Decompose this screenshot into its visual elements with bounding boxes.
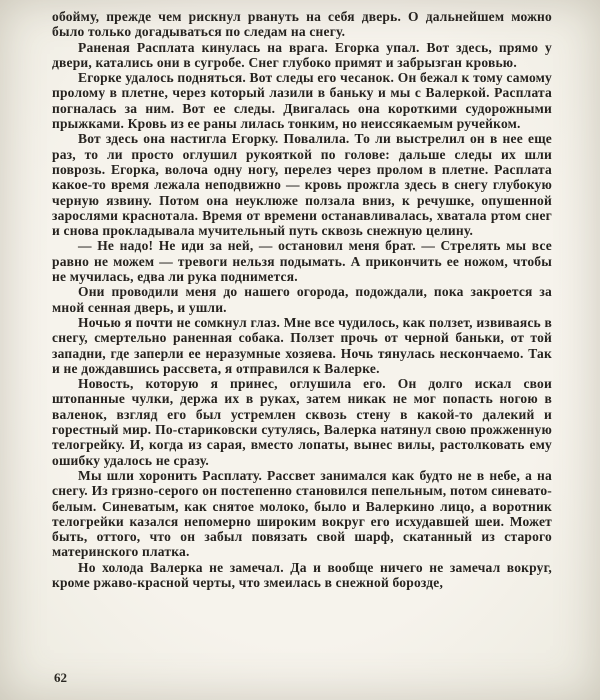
paragraph: Раненая Расплата кинулась на врага. Егорка упал. Вот здесь, прямо у двери, катались они в сугробе. Снег глубоко примят и забрызган кровью.	[52, 39, 552, 70]
paragraph-dialog: — Не надо! Не иди за ней, — остановил меня брат. — Стрелять мы все равно не можем — тревоги нельзя подымать. А прикончить ее ножом, чтобы не мучилась, едва ли рука поднимется.	[52, 238, 552, 285]
paragraph: Вот здесь она настигла Егорку. Повалила. То ли выстрелил он в нее еще раз, то ли просто оглушил рукояткой по голове: дальше следы их шли поврозь. Егорка, волоча одну ногу, перелез через пролом в плетне. Расплата какое-то время лежала неподвижно — кровь прожгла здесь в снегу глубокую черную язвину. Потом она неуклюже ползала вниз, к речушке, опушенной зарослями краснотала. Время от времени останавливалась, хватала ртом снег и снова прокладывала мучительный путь сквозь снежную целину.	[52, 131, 552, 239]
page-number: 62	[54, 670, 67, 685]
page-text	[52, 9, 552, 590]
paragraph: Но холода Валерка не замечал. Да и вообще ничего не замечал вокруг, кроме ржаво-красной черты, что змеилась в снежной борозде,	[52, 559, 552, 590]
paragraph: Ночью я почти не сомкнул глаз. Мне все чудилось, как ползет, извиваясь в снегу, смертельно раненная собака. Ползет прочь от черной баньки, от той западни, где заперли ее неразумные хозяева. Ночь тянулась нескончаемо. Так и не дождавшись рассвета, я отправился к Валерке.	[52, 314, 552, 376]
paragraph-continuation: обойму, прежде чем рискнул рвануть на себя дверь. О дальнейшем можно было только догадываться по следам на снегу.	[52, 9, 552, 40]
paragraph: Они проводили меня до нашего огорода, подождали, пока закроется за мной сенная дверь, и ушли.	[52, 284, 552, 315]
paragraph: Новость, которую я принес, оглушила его. Он долго искал свои штопанные чулки, держа их в руках, затем никак не мог попасть ногою в валенок, взгляд его был устремлен сквозь стену в какой-то далекий и горестный мир. По-стариковски сутулясь, Валерка натянул свою прожженную телогрейку. И, когда из сарая, вместо лопаты, вынес вилы, растолковать ему ошибку удалось не сразу.	[52, 376, 552, 468]
paragraph: Мы шли хоронить Расплату. Рассвет занимался как будто не в небе, а на снегу. Из грязно-серого он постепенно становился пепельным, потом синевато-белым. Синеватым, как снятое молоко, было и Валеркино лицо, а воротник телогрейки казался непомерно широким вокруг его исхудавшей шеи. Может быть, оттого, что он забыл повязать свой шарф, скатанный из старого материнского платка.	[52, 467, 552, 560]
paragraph: Егорке удалось подняться. Вот следы его чесанок. Он бежал к тому самому пролому в плетне, через который лазили в баньку и мы с Валеркой. Расплата погналась за ним. Вот ее следы. Двигалась она короткими судорожными прыжками. Кровь из ее раны лилась тонким, но неиссякаемым ручейком.	[52, 70, 552, 132]
